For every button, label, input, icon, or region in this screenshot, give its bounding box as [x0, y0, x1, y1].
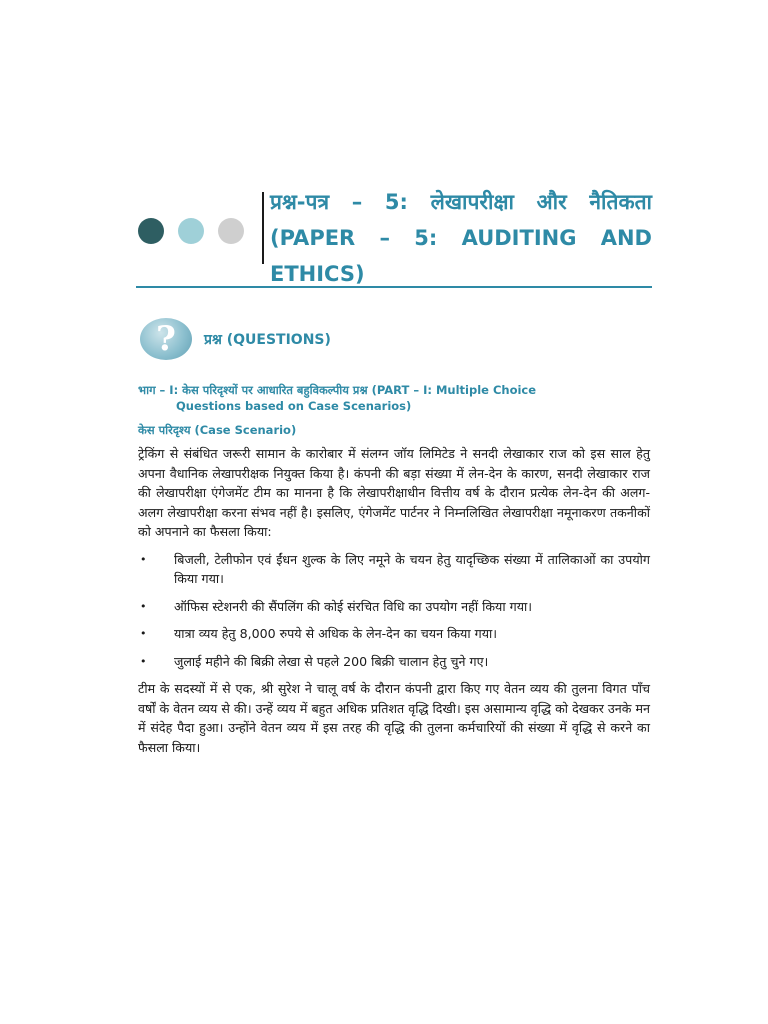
list-item-text: बिजली, टेलीफोन एवं ईंधन शुल्क के लिए नमूने के चयन हेतु यादृच्छिक संख्या में तालिकाओं का उपयोग किया गया।: [174, 551, 650, 586]
list-item: [138, 624, 650, 644]
decorative-dots: [138, 218, 244, 244]
bullet-icon: •: [140, 654, 147, 668]
document-body: [138, 382, 650, 765]
part-heading-english-1: (PART – I: Multiple Choice: [371, 383, 537, 397]
paragraph-intro: ट्रेकिंग से संबंधित जरूरी सामान के कारोबार में संलग्न जॉय लिमिटेड ने सनदी लेखाकार राज को इस साल हेतु अपना वैधानिक लेखापरीक्षक नियुक्त किया है। कंपनी की बड़ा संख्या में लेन-देन के कारण, सनदी लेखाकार राज की लेखापरीक्षा एंगेजमेंट टीम का मानना है कि लेखापरीक्षाधीन वित्तीय वर्ष के दौरान प्रत्येक लेन-देन की अलग-अलग लेखापरीक्षा करना संभव नहीं है। इसलिए, एंगेजमेंट पार्टनर ने निम्नलिखित लेखापरीक्षा नमूनाकरण तकनीकों को अपनाने का फैसला किया:: [138, 446, 650, 539]
sampling-techniques-list: [138, 550, 650, 672]
case-scenario-heading: केस परिदृश्य (Case Scenario): [138, 423, 297, 437]
part-heading-english-2: Questions based on Case Scenarios): [176, 399, 412, 413]
part-heading-hindi: भाग – I: केस परिदृश्यों पर आधारित बहुविकल्पीय प्रश्न: [138, 383, 368, 397]
dot-light-icon: [178, 218, 204, 244]
list-item-text: ऑफिस स्टेशनरी की सैंपलिंग की कोई संरचित विधि का उपयोग नहीं किया गया।: [174, 598, 533, 614]
page-title: प्रश्न-पत्र – 5: लेखापरीक्षा और नैतिकता (PAPER – 5: AUDITING AND ETHICS): [270, 190, 652, 286]
list-item: [138, 550, 650, 589]
list-item: [138, 597, 650, 617]
list-item: [138, 652, 650, 672]
list-item-text: जुलाई महीने की बिक्री लेखा से पहले 200 बिक्री चालान हेतु चुने गए।: [174, 653, 489, 669]
dot-dark-icon: [138, 218, 164, 244]
paragraph-suresh: टीम के सदस्यों में से एक, श्री सुरेश ने चालू वर्ष के दौरान कंपनी द्वारा किए गए वेतन व्यय की तुलना विगत पाँच वर्षों के वेतन व्यय से की। उन्हें व्यय में बहुत अधिक प्रतिशत वृद्धि दिखी। इस असामान्य वृद्धि को देखकर उनके मन में संदेह पैदा हुआ। उन्होंने वेतन व्यय में इस तरह की वृद्धि की तुलना कर्मचारियों की संख्या में वृद्धि से करने का फैसला किया।: [138, 681, 650, 755]
part-heading: [138, 382, 650, 414]
bullet-icon: •: [140, 627, 147, 640]
paper-header: [136, 180, 652, 290]
question-mark-icon: ?: [140, 318, 192, 360]
questions-heading: [140, 316, 331, 362]
list-item-text: यात्रा व्यय हेतु 8,000 रुपये से अधिक के लेन-देन का चयन किया गया।: [174, 626, 498, 641]
bullet-icon: •: [140, 599, 147, 613]
questions-label: प्रश्न (QUESTIONS): [204, 331, 331, 348]
vertical-divider: [262, 192, 264, 264]
dot-grey-icon: [218, 218, 244, 244]
bullet-icon: •: [140, 552, 147, 566]
title-underline: [136, 286, 652, 288]
